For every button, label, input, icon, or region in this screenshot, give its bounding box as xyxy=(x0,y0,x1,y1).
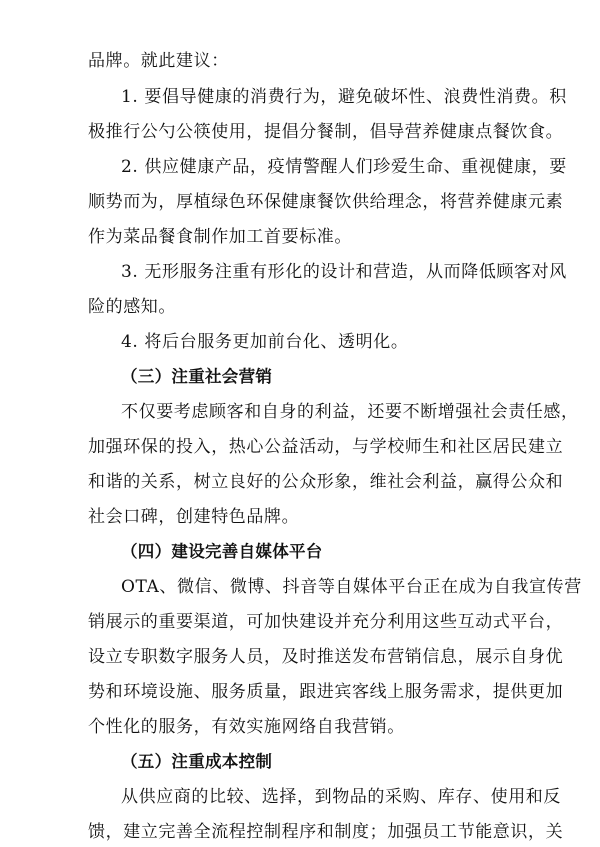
list-item-4-line: 4. 将后台服务更加前台化、透明化。 xyxy=(121,332,409,352)
paragraph-line: 馈，建立完善全流程控制程序和制度；加强员工节能意识，关 xyxy=(88,822,564,842)
paragraph-line: 设立专职数字服务人员，及时推送发布营销信息，展示自身优 xyxy=(88,647,564,667)
list-item-2-line: 顺势而为，厚植绿色环保健康餐饮供给理念，将营养健康元素 xyxy=(88,192,564,212)
list-item-2-line: 2. 供应健康产品，疫情警醒人们珍爱生命、重视健康，要 xyxy=(121,157,567,177)
list-item-3-line: 3. 无形服务注重有形化的设计和营造，从而降低顾客对风 xyxy=(121,262,567,282)
section-heading-3: （三）注重社会营销 xyxy=(121,367,273,386)
paragraph-line: 销展示的重要渠道，可加快建设并充分利用这些互动式平台， xyxy=(88,612,564,632)
list-item-3-line: 险的感知。 xyxy=(88,297,176,317)
paragraph-line: 势和环境设施、服务质量，跟进宾客线上服务需求，提供更加 xyxy=(88,682,564,702)
paragraph-line: 个性化的服务，有效实施网络自我营销。 xyxy=(88,717,405,737)
section-heading-5: （五）注重成本控制 xyxy=(121,752,273,771)
paragraph-line: 加强环保的投入，热心公益活动，与学校师生和社区居民建立 xyxy=(88,437,564,457)
list-item-1-line: 极推行公勺公筷使用，提倡分餐制，倡导营养健康点餐饮食。 xyxy=(88,122,564,142)
paragraph-line: 从供应商的比较、选择，到物品的采购、库存、使用和反 xyxy=(121,787,561,807)
paragraph-line: 和谐的关系，树立良好的公众形象，维社会利益，赢得公众和 xyxy=(88,472,564,492)
body-text-line: 品牌。就此建议： xyxy=(88,51,229,71)
section-heading-4: （四）建设完善自媒体平台 xyxy=(121,542,323,561)
paragraph-line: OTA、微信、微博、抖音等自媒体平台正在成为自我宣传营 xyxy=(121,577,582,597)
list-item-1-line: 1. 要倡导健康的消费行为，避免破坏性、浪费性消费。积 xyxy=(121,87,567,107)
list-item-2-line: 作为菜品餐食制作加工首要标准。 xyxy=(88,227,352,247)
paragraph-line: 不仅要考虑顾客和自身的利益，还要不断增强社会责任感， xyxy=(121,402,579,422)
paragraph-line: 社会口碑，创建特色品牌。 xyxy=(88,507,300,527)
